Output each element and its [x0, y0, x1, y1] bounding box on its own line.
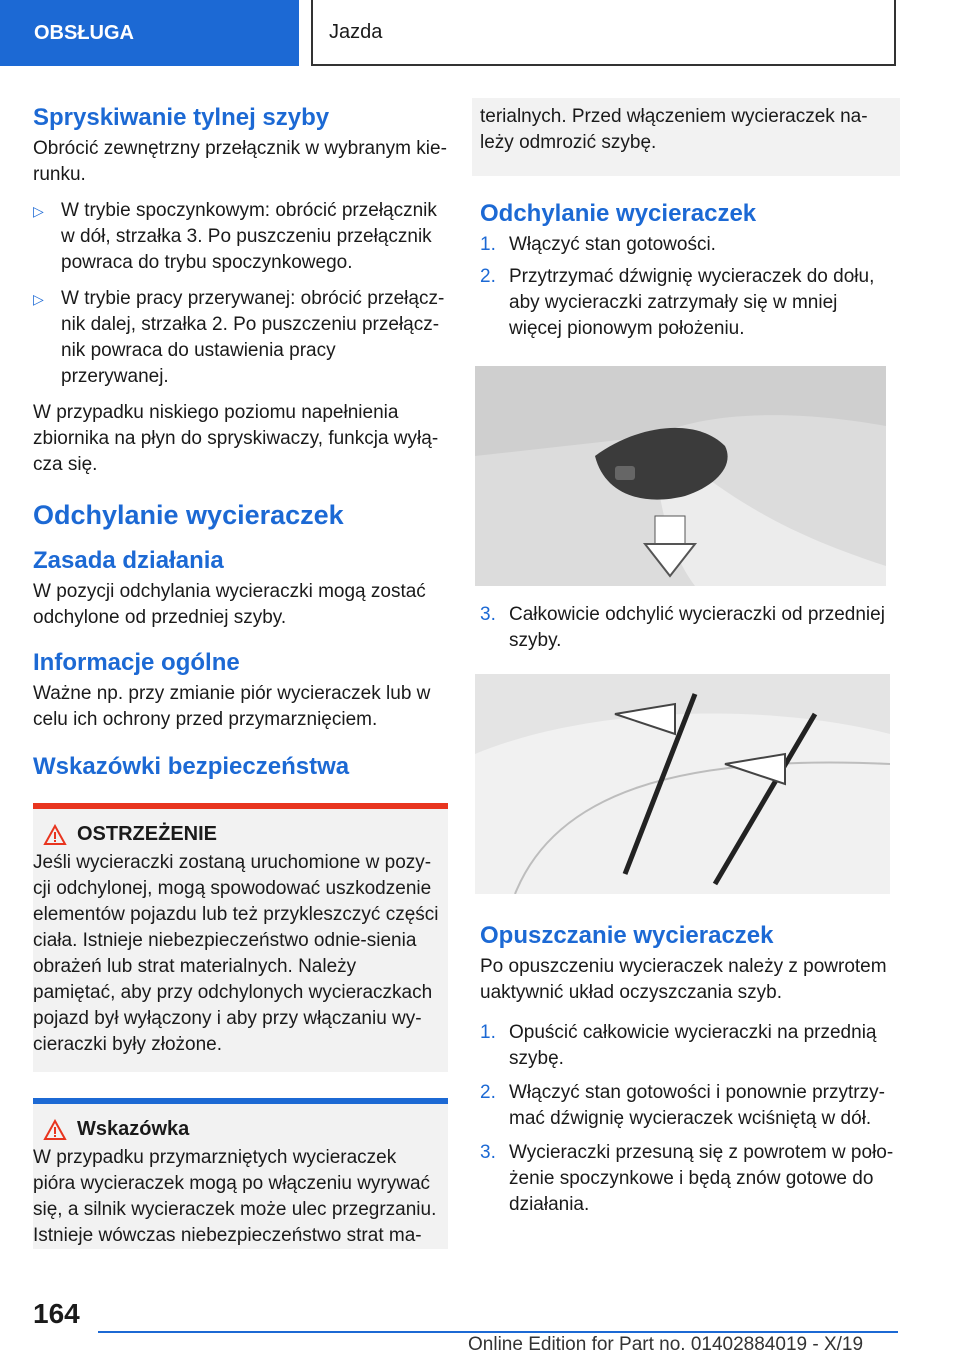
wiper-fold-illustration: [475, 674, 890, 894]
paragraph-rear-washer: Obrócić zewnętrzny przełącznik w wybranym kie-runku.: [33, 138, 447, 185]
heading-safety: Wskazówki bezpieczeństwa: [33, 753, 350, 780]
section-label: OBSŁUGA: [34, 21, 134, 44]
note-box: [33, 1098, 448, 1249]
step-text: Opuścić całkowicie wycieraczki na przednią szybę.: [509, 1022, 877, 1069]
step-number: 3.: [480, 1142, 496, 1163]
chapter-title: Jazda: [329, 20, 383, 43]
bullet-interval-mode: [33, 286, 448, 390]
warning-title: OSTRZEŻENIE: [77, 823, 218, 845]
page-number: 164: [33, 1298, 80, 1329]
bullet-text: W trybie pracy przerywanej: obrócić przełącz-nik dalej, strzałka 2. Po puszczeniu przełącz-nik powraca do ustawienia pracy przerywanej.: [61, 288, 445, 387]
note-text: W przypadku przymarzniętych wycieraczek pióra wycieraczek mogą po włączeniu wyrywać się, a silnik wycieraczek może ulec przegrzaniu. Istnieje wówczas niebezpieczeństwo strat ma-: [33, 1147, 437, 1246]
warning-box: [33, 803, 448, 1072]
paragraph-lower-wipers: Po opuszczeniu wycieraczek należy z powrotem uaktywnić układ oczyszczania szyb.: [480, 956, 887, 1003]
paragraph-general-info: Ważne np. przy zmianie piór wycieraczek lub w celu ich ochrony przed przymarznięciem.: [33, 683, 431, 730]
step-number: 2.: [480, 1082, 496, 1103]
note-continuation-text: terialnych. Przed włączeniem wycieraczek na-leży odmrozić szybę.: [480, 106, 868, 153]
note-header: [33, 1118, 442, 1141]
warning-header: [33, 823, 442, 846]
step-number: 2.: [480, 266, 496, 287]
heading-rear-washer: Spryskiwanie tylnej szyby: [33, 104, 330, 131]
note-continuation-box: [472, 98, 900, 176]
step-text: Włączyć stan gotowości.: [509, 234, 716, 255]
note-title: Wskazówka: [77, 1118, 190, 1140]
step-number: 3.: [480, 604, 496, 625]
step-fold-2: [480, 264, 895, 342]
paragraph-principle: W pozycji odchylania wycieraczki mogą zostać odchylone od przedniej szyby.: [33, 581, 426, 628]
left-column: [33, 96, 448, 1249]
heading-lower-wipers: Opuszczanie wycieraczek: [480, 922, 774, 949]
info-triangle-icon: [43, 1119, 67, 1141]
step-text: Włączyć stan gotowości i ponownie przytrzy-mać dźwignię wycieraczek wciśniętą w dół.: [509, 1082, 885, 1129]
step-lower-2: [480, 1080, 895, 1132]
warning-triangle-icon: [43, 824, 67, 846]
step-lower-1: [480, 1020, 895, 1072]
chapter-header: [311, 0, 896, 66]
step-text: Przytrzymać dźwignię wycieraczek do dołu, aby wycieraczki zatrzymały się w mniej więcej pionowym położeniu.: [509, 266, 875, 339]
paragraph-low-fluid: W przypadku niskiego poziomu napełnienia zbiornika na płyn do spryskiwaczy, funkcja wyłą-cza się.: [33, 402, 439, 475]
section-tab: [0, 0, 299, 66]
step-text: Wycieraczki przesuną się z powrotem w poło-żenie spoczynkowe i będą znów gotowe do działania.: [509, 1142, 894, 1215]
edition-text: Online Edition for Part no. 01402884019 - X/19: [468, 1334, 864, 1355]
warning-text: Jeśli wycieraczki zostaną uruchomione w pozy-cji odchylonej, mogą spowodować uszkodzenie elementów pojazdu lub też przykleszczyć części ciała. Istnieje niebezpieczeństwo odnie-sienia obrażeń lub strat materialnych. Należy pamiętać, aby przy odchylonych wycieraczkach pojazd był wyłączony i aby przy włączaniu wy-cieraczki były złożone.: [33, 852, 439, 1055]
bullet-rest-mode: [33, 198, 448, 276]
step-lower-3: [480, 1140, 895, 1218]
triangle-icon: ▷: [33, 291, 44, 307]
triangle-icon: ▷: [33, 203, 44, 219]
step-fold-1: [480, 232, 895, 258]
footer-divider: [98, 1331, 898, 1333]
right-column: [480, 98, 895, 1218]
step-fold-3: [480, 602, 895, 654]
bullet-text: W trybie spoczynkowym: obrócić przełącznik w dół, strzałka 3. Po puszczeniu przełącznik powraca do trybu spoczynkowego.: [61, 200, 437, 273]
heading-fold-wipers: Odchylanie wycieraczek: [33, 500, 344, 530]
heading-fold-wipers-right: Odchylanie wycieraczek: [480, 200, 757, 227]
heading-principle: Zasada działania: [33, 547, 224, 574]
wiper-lever-illustration: [475, 366, 886, 586]
step-text: Całkowicie odchylić wycieraczki od przedniej szyby.: [509, 604, 885, 651]
step-number: 1.: [480, 234, 496, 255]
step-number: 1.: [480, 1022, 496, 1043]
heading-general-info: Informacje ogólne: [33, 649, 240, 676]
